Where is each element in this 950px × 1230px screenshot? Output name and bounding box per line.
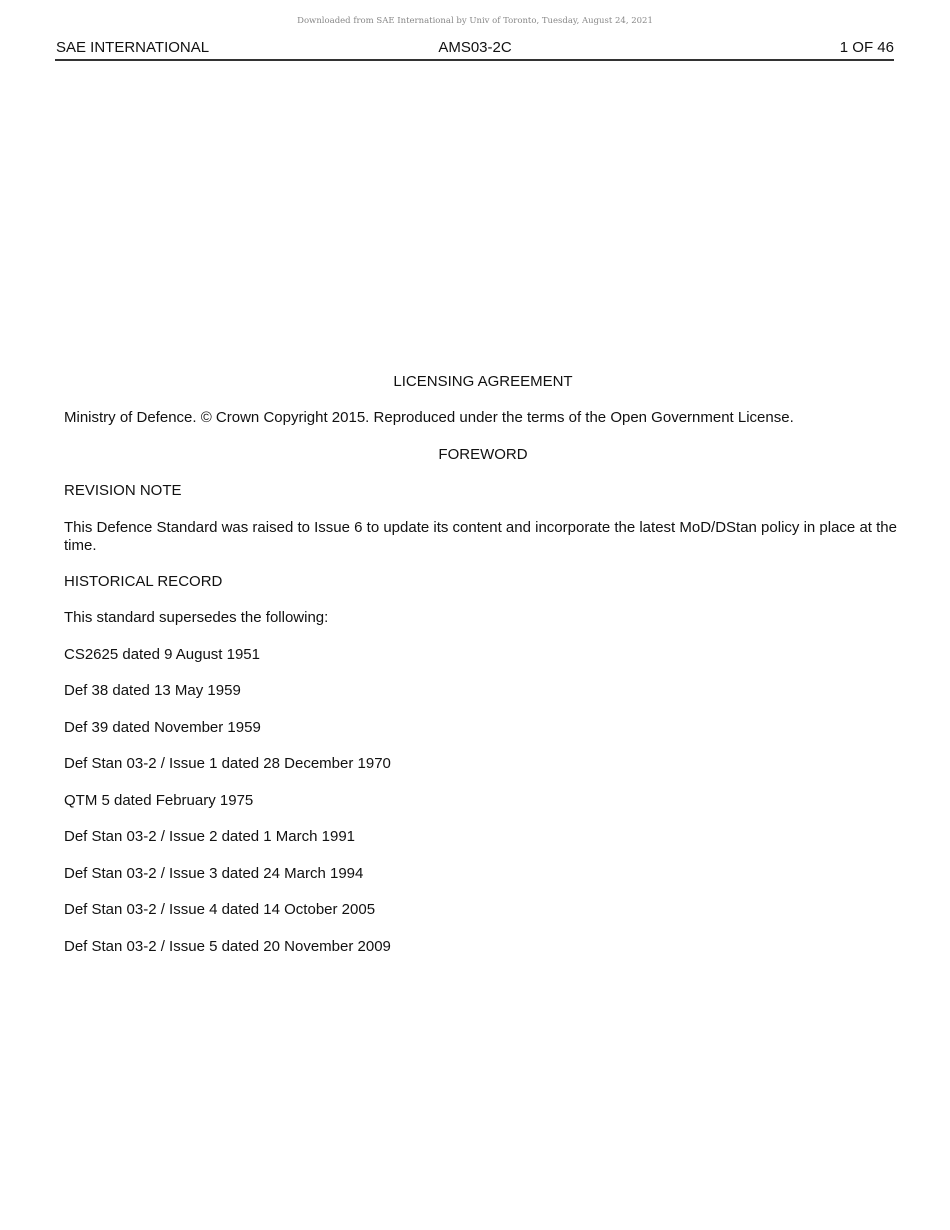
document-number: AMS03-2C: [438, 39, 512, 56]
foreword-heading: FOREWORD: [438, 446, 528, 463]
licensing-text: Ministry of Defence. © Crown Copyright 2015. Reproduced under the terms of the Open Government License.: [64, 409, 794, 426]
historical-heading: HISTORICAL RECORD: [64, 573, 223, 590]
header-rule: [55, 59, 894, 61]
revision-text: This Defence Standard was raised to Issue 6 to update its content and incorporate the latest MoD/DStan policy in place at the time.: [64, 519, 897, 554]
record-item: Def 39 dated November 1959: [64, 719, 261, 736]
revision-heading: REVISION NOTE: [64, 482, 182, 499]
record-item: QTM 5 dated February 1975: [64, 792, 254, 809]
record-item: Def Stan 03-2 / Issue 5 dated 20 November 2009: [64, 938, 391, 955]
record-item: Def 38 dated 13 May 1959: [64, 682, 241, 699]
record-item: Def Stan 03-2 / Issue 3 dated 24 March 1994: [64, 865, 364, 882]
licensing-heading: LICENSING AGREEMENT: [393, 373, 573, 390]
publisher-name: SAE INTERNATIONAL: [56, 39, 210, 56]
download-notice: Downloaded from SAE International by Univ of Toronto, Tuesday, August 24, 2021: [297, 16, 653, 26]
page-number: 1 OF 46: [839, 39, 894, 56]
record-item: Def Stan 03-2 / Issue 4 dated 14 October 2005: [64, 901, 376, 918]
record-item: CS2625 dated 9 August 1951: [64, 646, 260, 663]
record-item: Def Stan 03-2 / Issue 2 dated 1 March 1991: [64, 828, 356, 845]
page-header: [56, 39, 894, 59]
record-item: Def Stan 03-2 / Issue 1 dated 28 December 1970: [64, 755, 391, 772]
supersedes-text: This standard supersedes the following:: [64, 609, 329, 626]
